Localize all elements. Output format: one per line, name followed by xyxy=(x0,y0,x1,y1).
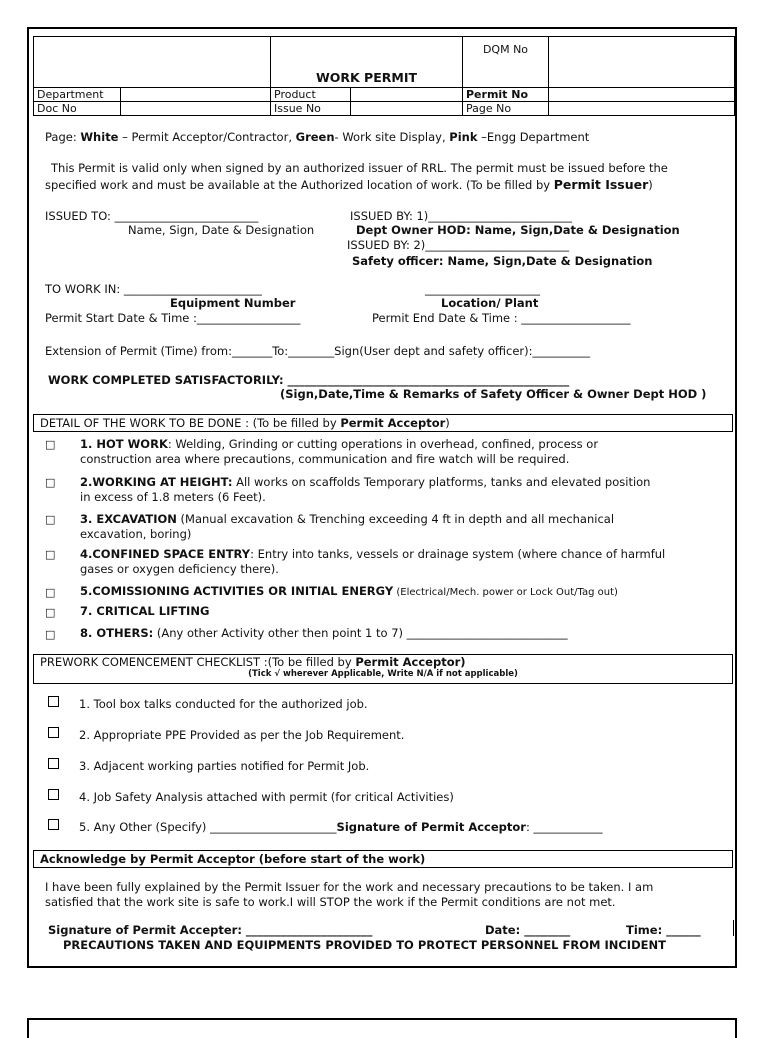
validity-line-1: This Permit is valid only when signed by an authorized issuer of RRL. The permit must be issued before the xyxy=(51,161,668,175)
confined-space-text: : Entry into tanks, vessels or drainage system (where chance of harmful xyxy=(250,547,666,561)
ppe-checkbox[interactable] xyxy=(48,727,59,741)
working-at-height-title: 2.WORKING AT HEIGHT: xyxy=(80,475,233,489)
page-pink: Pink xyxy=(449,130,478,144)
permit-start-line[interactable]: Permit Start Date & Time :__________________ xyxy=(45,311,301,325)
product-field[interactable] xyxy=(351,88,463,102)
acknowledge-header: Acknowledge by Permit Acceptor (before start of the work) xyxy=(33,850,733,868)
detail-header-bold: Permit Acceptor xyxy=(340,416,446,430)
hot-work-title: 1. HOT WORK xyxy=(80,437,168,451)
others-title: 8. OTHERS: xyxy=(80,626,154,640)
work-completed-caption: (Sign,Date,Time & Remarks of Safety Officer & Owner Dept HOD ) xyxy=(280,387,707,401)
work-completed-line[interactable]: WORK COMPLETED SATISFACTORILY: _________________________________________________ xyxy=(48,373,570,387)
hot-work-text-2: construction area where precautions, communication and fire watch will be required. xyxy=(80,452,570,466)
working-at-height-text-2: in excess of 1.8 meters (6 Feet). xyxy=(80,490,266,504)
detail-header-text: DETAIL OF THE WORK TO BE DONE : (To be filled by xyxy=(40,416,341,430)
working-at-height-item xyxy=(80,475,730,505)
permit-no-field[interactable] xyxy=(549,88,735,102)
location-line[interactable]: ____________________ xyxy=(425,282,540,296)
page-green-desc: - Work site Display, xyxy=(334,130,450,144)
department-label: Department xyxy=(34,88,121,102)
accepter-signature-line[interactable]: Signature of Permit Accepter: ______________________ xyxy=(48,923,373,937)
page-no-field[interactable] xyxy=(549,102,735,116)
acceptor-signature-line[interactable]: : ____________ xyxy=(525,820,603,834)
others-text: (Any other Activity other then point 1 to 7) ____________________________ xyxy=(153,626,568,640)
location-plant-caption: Location/ Plant xyxy=(441,296,539,310)
form-title: WORK PERMIT xyxy=(271,37,463,88)
accepter-date-line[interactable]: Date: ________ xyxy=(485,923,571,937)
work-in-line[interactable]: TO WORK IN: ________________________ xyxy=(45,282,262,296)
excavation-text-2: excavation, boring) xyxy=(80,527,192,541)
confined-space-text-2: gases or oxygen deficiency there). xyxy=(80,562,279,576)
dept-owner-caption: Dept Owner HOD: Name, Sign,Date & Designation xyxy=(356,223,680,237)
jsa-checkbox[interactable] xyxy=(48,789,59,803)
others-checkbox[interactable]: □ xyxy=(45,628,56,641)
precautions-heading: PRECAUTIONS TAKEN AND EQUIPMENTS PROVIDED TO PROTECT PERSONNEL FROM INCIDENT xyxy=(63,938,666,952)
validity-line-2-text: specified work and must be available at the Authorized location of work. (To be filled by xyxy=(45,178,554,192)
any-other-checkbox[interactable] xyxy=(48,819,59,833)
doc-no-field[interactable] xyxy=(121,102,271,116)
acceptor-signature-label: Signature of Permit Acceptor xyxy=(336,820,526,834)
critical-lifting-item xyxy=(80,604,730,619)
others-item xyxy=(80,626,730,641)
permit-end-line[interactable]: Permit End Date & Time : ___________________ xyxy=(372,311,631,325)
commissioning-text: (Electrical/Mech. power or Lock Out/Tag out) xyxy=(393,587,618,598)
doc-no-label: Doc No xyxy=(34,102,121,116)
hot-work-text: : Welding, Grinding or cutting operations in overhead, confined, process or xyxy=(167,437,599,451)
critical-lifting-title: 7. CRITICAL LIFTING xyxy=(80,604,210,618)
header-table xyxy=(33,36,735,116)
equipment-number-caption: Equipment Number xyxy=(170,296,296,310)
adjacent-parties-item: 3. Adjacent working parties notified for Permit Job. xyxy=(79,759,370,773)
validity-line-2 xyxy=(45,177,653,192)
permit-issuer-label: Permit Issuer xyxy=(553,177,649,192)
acknowledge-line-2: satisfied that the work site is safe to work.I will STOP the work if the Permit conditions are not met. xyxy=(45,895,616,909)
any-other-item xyxy=(79,820,603,834)
adjacent-parties-checkbox[interactable] xyxy=(48,758,59,772)
confined-space-title: 4.CONFINED SPACE ENTRY xyxy=(80,547,251,561)
acknowledge-line-1: I have been fully explained by the Permit Issuer for the work and necessary precautions to be taken. I am xyxy=(45,880,654,894)
issued-to-caption: Name, Sign, Date & Designation xyxy=(128,223,315,237)
confined-space-checkbox[interactable]: □ xyxy=(45,548,56,561)
prework-subheader: (Tick √ wherever Applicable, Write N/A if not applicable) xyxy=(248,669,518,679)
prework-header xyxy=(33,654,733,684)
excavation-text: (Manual excavation & Trenching exceeding 4 ft in depth and all mechanical xyxy=(176,512,615,526)
validity-line-2-end: ) xyxy=(648,178,653,192)
issued-to-line[interactable]: ISSUED TO: _________________________ xyxy=(45,209,259,223)
extension-line[interactable]: Extension of Permit (Time) from:_______To:________Sign(User dept and safety officer):__________ xyxy=(45,344,591,358)
excavation-title: 3. EXCAVATION xyxy=(80,512,177,526)
toolbox-talk-checkbox[interactable] xyxy=(48,696,59,710)
header-blank-cell xyxy=(34,37,271,88)
page-white: White xyxy=(80,130,119,144)
accepter-time-line[interactable]: Time: ______ xyxy=(626,923,701,937)
page-no-label: Page No xyxy=(463,102,549,116)
issue-no-label: Issue No xyxy=(271,102,351,116)
prework-header-bold: Permit Acceptor) xyxy=(355,655,466,669)
any-other-text: 5. Any Other (Specify) ______________________ xyxy=(79,820,337,834)
page-green: Green xyxy=(295,130,335,144)
toolbox-talk-item: 1. Tool box talks conducted for the authorized job. xyxy=(79,697,368,711)
product-label: Product xyxy=(271,88,351,102)
dqm-no-label: DQM No xyxy=(463,37,549,88)
commissioning-item xyxy=(80,584,730,600)
critical-lifting-checkbox[interactable]: □ xyxy=(45,606,56,619)
ppe-item: 2. Appropriate PPE Provided as per the Job Requirement. xyxy=(79,728,405,742)
safety-officer-caption: Safety officer: Name, Sign,Date & Designation xyxy=(352,254,653,268)
next-page-frame xyxy=(27,1018,737,1038)
confined-space-item xyxy=(80,547,730,577)
issued-by-2-line[interactable]: ISSUED BY: 2)_________________________ xyxy=(347,238,570,252)
permit-no-label: Permit No xyxy=(463,88,549,102)
commissioning-checkbox[interactable]: □ xyxy=(45,586,56,599)
detail-header-end: ) xyxy=(445,416,450,430)
page-pink-desc: –Engg Department xyxy=(477,130,590,144)
department-field[interactable] xyxy=(121,88,271,102)
working-at-height-checkbox[interactable]: □ xyxy=(45,476,56,489)
hot-work-item xyxy=(80,437,730,467)
page-white-desc: – Permit Acceptor/Contractor, xyxy=(118,130,296,144)
page-note-prefix: Page: xyxy=(45,130,81,144)
hot-work-checkbox[interactable]: □ xyxy=(45,438,56,451)
working-at-height-text: All works on scaffolds Temporary platforms, tanks and elevated position xyxy=(232,475,651,489)
cursor-bar xyxy=(733,920,734,936)
dqm-no-field[interactable] xyxy=(549,37,735,88)
issue-no-field[interactable] xyxy=(351,102,463,116)
prework-header-text: PREWORK COMENCEMENT CHECKLIST :(To be filled by xyxy=(40,655,356,669)
issued-by-1-line[interactable]: ISSUED BY: 1)_________________________ xyxy=(350,209,573,223)
excavation-checkbox[interactable]: □ xyxy=(45,513,56,526)
excavation-item xyxy=(80,512,730,542)
detail-header xyxy=(33,414,733,432)
page-color-note xyxy=(45,130,589,144)
jsa-item: 4. Job Safety Analysis attached with permit (for critical Activities) xyxy=(79,790,454,804)
commissioning-title: 5.COMISSIONING ACTIVITIES OR INITIAL ENERGY xyxy=(80,584,394,598)
